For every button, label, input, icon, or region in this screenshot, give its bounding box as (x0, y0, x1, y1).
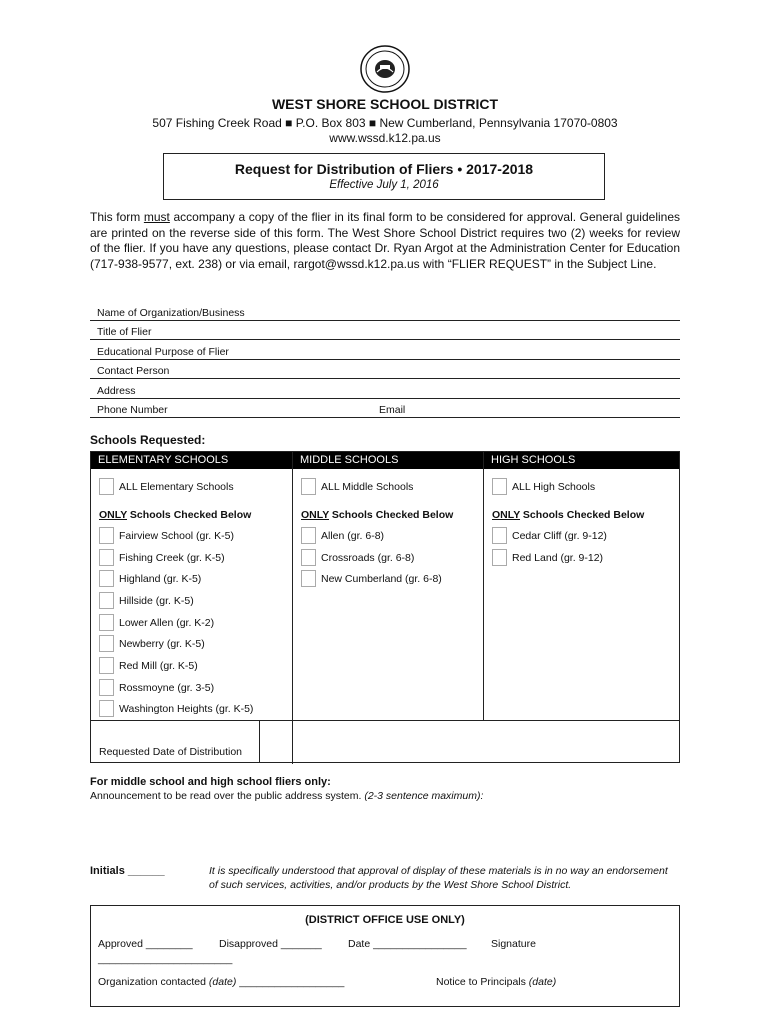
only-elementary-label: ONLY Schools Checked Below (99, 509, 252, 521)
organization-label: Name of Organization/Business (97, 307, 245, 319)
contact-label: Contact Person (97, 365, 170, 377)
district-name: WEST SHORE SCHOOL DISTRICT (271, 96, 499, 112)
district-seal (360, 45, 410, 93)
requested-date-label: Requested Date of Distribution (99, 746, 242, 758)
district-website: www.wssd.k12.pa.us (329, 131, 441, 145)
office-use-heading: (DISTRICT OFFICE USE ONLY) (305, 914, 465, 926)
purpose-field[interactable] (90, 341, 680, 360)
announcement-heading: For middle school and high school fliers only: (90, 776, 331, 788)
email-label: Email (379, 404, 406, 416)
initials-label[interactable]: Initials ______ (90, 865, 165, 877)
intro-must: must (143, 210, 170, 224)
high-header: HIGH SCHOOLS (484, 452, 679, 469)
organization-field[interactable] (90, 302, 680, 321)
form-title-box (163, 153, 605, 200)
only-middle-label: ONLY Schools Checked Below (301, 509, 454, 521)
announcement-instruction: Announcement to be read over the public address system. (2-3 sentence maximum): (90, 790, 484, 802)
flier-title-label: Title of Flier (97, 326, 152, 338)
district-address: 507 Fishing Creek Road ■ P.O. Box 803 ■ New Cumberland, Pennsylvania 17070-0803 (152, 116, 618, 130)
intro-paragraph (90, 210, 680, 272)
form-title: Request for Distribution of Fliers • 2017-2018 (234, 161, 534, 177)
disapproved-field[interactable]: Disapproved _______ (219, 938, 322, 950)
office-date-field[interactable]: Date ________________ (348, 938, 467, 950)
address-label: Address (97, 385, 136, 397)
notice-to-principals-field[interactable]: Notice to Principals (date) (436, 976, 557, 988)
schools-grid: ELEMENTARY SCHOOLS MIDDLE SCHOOLS HIGH SCHOOLS ALL Elementary Schools ONLY Schools Checked Below Fairview School (gr. K-5) Fishing Creek (gr. K-5) Highland (gr. K-5) Hillside (gr. K-5) Lower Allen (gr. K-2) Newberry (gr. K-5) Red Mill (gr. K-5) Rossmoyne (gr. 3-5) Washington Heights (gr. K-5) ALL Middle Schools ONLY Schools Checked Below Allen (gr. 6-8) Crossroads (gr. 6-8) New Cumberland (gr. 6-8) ALL High Schools ONLY Schools Checked Below Cedar Cliff (gr. 9-12) Red Land (gr. 9-12) Requested Date of Distribution (90, 451, 680, 763)
contact-field[interactable] (90, 360, 680, 379)
phone-email-field[interactable] (90, 399, 680, 418)
endorsement-disclaimer: It is specifically understood that approval of display of these materials is in no way an endorsement of such services, activities, and/or products by the West Shore School District. (209, 865, 668, 891)
phone-label: Phone Number (97, 404, 168, 416)
intro-text-start: This form (90, 210, 144, 224)
elementary-header: ELEMENTARY SCHOOLS (91, 452, 292, 469)
organization-contacted-field[interactable]: Organization contacted (date) __________________ (98, 976, 345, 988)
flier-title-field[interactable] (90, 321, 680, 340)
effective-date: Effective July 1, 2016 (329, 179, 439, 191)
purpose-label: Educational Purpose of Flier (97, 346, 229, 358)
intro-text-rest: accompany a copy of the flier in its final form to be considered for approval. General guidelines are printed on the reverse side of this form. The West Shore School District requires two (2) weeks for review of the flier. If you have any questions, please contact Dr. Ryan Argot at the Administration Center for Education (717-938-9577, ext. 238) or via email, rargot@wssd.k12.pa.us with “FLIER REQUEST” in the Subject Line. (90, 210, 680, 271)
middle-header: MIDDLE SCHOOLS (293, 452, 483, 469)
signature-line[interactable]: _______________________ (98, 953, 233, 965)
district-office-box (90, 905, 680, 1007)
signature-label: Signature (491, 938, 536, 950)
requested-date-input[interactable] (260, 721, 678, 762)
approved-field[interactable]: Approved ________ (98, 938, 193, 950)
announcement-input[interactable] (90, 808, 680, 858)
only-high-label: ONLY Schools Checked Below (492, 509, 645, 521)
schools-heading: Schools Requested: (90, 433, 206, 447)
address-field[interactable] (90, 380, 680, 399)
